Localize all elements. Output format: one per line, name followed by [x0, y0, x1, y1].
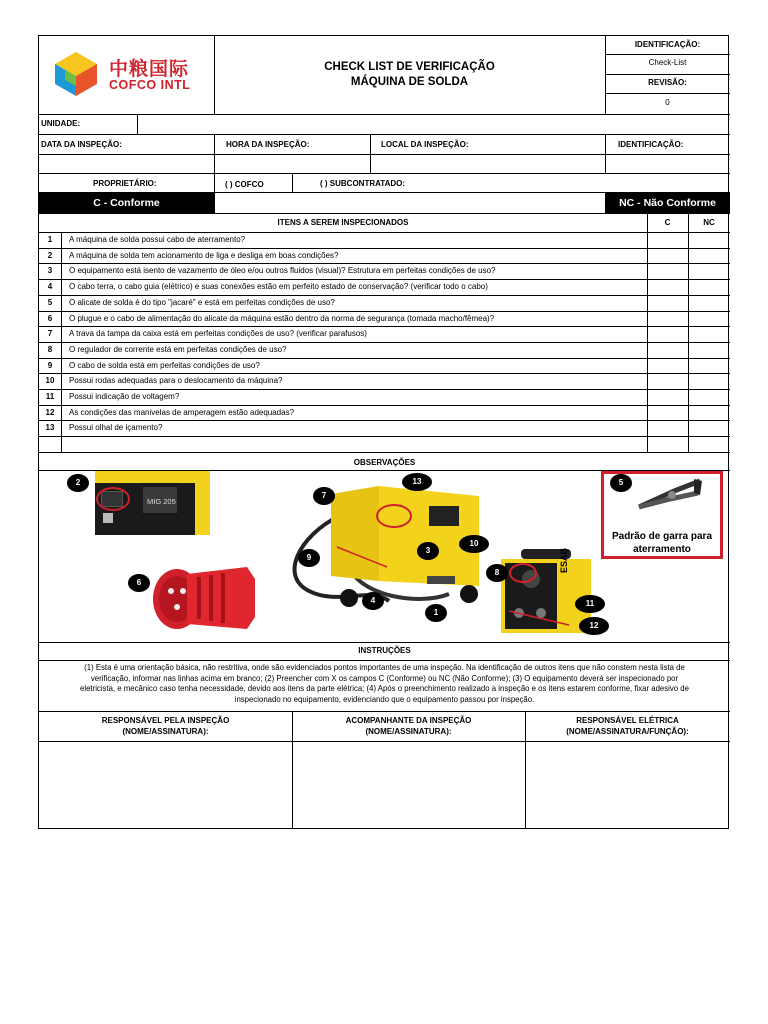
- check-nc-cell[interactable]: [689, 436, 729, 451]
- badge-12: 12: [579, 617, 609, 635]
- table-row: [39, 420, 730, 436]
- pointer-lines: [39, 471, 730, 641]
- item-text: Possui rodas adequadas para o deslocamento da máquina?: [69, 376, 283, 386]
- item-text: O equipamento está isento de vazamento de óleo e/ou outros fluidos (visual)? Estrutura em perfeitas condições de uso?: [69, 266, 496, 276]
- check-c-cell[interactable]: [648, 248, 687, 263]
- item-text: Possui olhal de içamento?: [69, 423, 163, 433]
- page-title: [214, 60, 605, 90]
- item-text: O plugue e o cabo de alimentação do alicate da máquina estão dentro da norma de segurança (tomada macho/fêmea)?: [69, 313, 495, 323]
- item-text: O cabo terra, o cabo guia (elétrico) e suas conexões estão em perfeito estado de conservação? (verificar todo o cabo): [69, 282, 488, 292]
- company-logo: [53, 48, 213, 108]
- check-nc-cell[interactable]: [689, 248, 729, 263]
- check-c-cell[interactable]: [648, 436, 687, 451]
- clamp-caption-line-2: aterramento: [633, 544, 691, 555]
- table-row: [39, 311, 730, 327]
- resp-eletrica-line-1: RESPONSÁVEL ELÉTRICA: [576, 716, 679, 725]
- acompanhante-line-1: ACOMPANHANTE DA INSPEÇÃO: [345, 716, 472, 725]
- item-number: 7: [47, 329, 53, 339]
- instrucoes-title: INSTRUÇÕES: [358, 646, 411, 655]
- badge-2: 2: [67, 474, 89, 492]
- table-row: [39, 436, 730, 452]
- check-nc-cell[interactable]: [689, 420, 729, 435]
- unidade-field[interactable]: [138, 115, 729, 133]
- local-inspecao-field[interactable]: [371, 155, 605, 173]
- column-nc-header: NC: [703, 218, 715, 227]
- instrucoes-line-4: inspecionado no equipamento, evidenciando que o equipamento passou por inspeção.: [234, 694, 535, 704]
- check-c-cell[interactable]: [648, 311, 687, 326]
- table-row: [39, 389, 730, 405]
- table-row: [39, 342, 730, 358]
- item-number: 5: [47, 297, 53, 307]
- proprietario-label: PROPRIETÁRIO:: [93, 179, 157, 188]
- item-number: 1: [47, 235, 53, 244]
- check-c-cell[interactable]: [648, 389, 687, 404]
- identification-value: Check-List: [648, 58, 687, 67]
- check-nc-cell[interactable]: [689, 405, 729, 420]
- item-number: [39, 436, 61, 452]
- item-text: A trava da tampa da caixa está em perfeitas condições de uso? (verificar parafusos): [69, 329, 367, 339]
- item-text: A máquina de solda possui cabo de aterramento?: [69, 235, 246, 244]
- logo-english-text: COFCO INTL: [109, 78, 191, 92]
- logo-chinese-text: 中粮国际: [109, 58, 190, 80]
- item-text: As condições das manivelas de amperagem estão adequadas?: [69, 407, 295, 417]
- cofco-logo-icon: [53, 50, 99, 98]
- item-number: 6: [47, 313, 53, 323]
- badge-11: 11: [575, 595, 605, 613]
- item-text: O regulador de corrente está em perfeitas condições de uso?: [69, 344, 287, 354]
- check-nc-cell[interactable]: [689, 342, 729, 357]
- resp-inspecao-line-2: (NOME/ASSINATURA):: [122, 727, 209, 736]
- resp-inspecao-line-1: RESPONSÁVEL PELA INSPEÇÃO: [101, 716, 230, 725]
- table-row: [39, 295, 730, 311]
- check-c-cell[interactable]: [648, 342, 687, 357]
- item-text: O alicate de solda é do tipo "jacaré" e está em perfeitas condições de uso?: [69, 297, 335, 307]
- table-row: [39, 373, 730, 389]
- table-row: [39, 248, 730, 264]
- observacoes-figure: [39, 471, 730, 641]
- check-nc-cell[interactable]: [689, 326, 729, 341]
- check-nc-cell[interactable]: [689, 263, 729, 278]
- resp-inspecao-header: [39, 715, 292, 737]
- table-row: [39, 326, 730, 342]
- acompanhante-line-2: (NOME/ASSINATURA):: [365, 727, 452, 736]
- check-c-cell[interactable]: [648, 326, 687, 341]
- column-c-header: C: [664, 218, 671, 227]
- item-number: 2: [47, 250, 53, 260]
- badge-13: 13: [402, 473, 432, 491]
- table-row: [39, 358, 730, 374]
- badge-3: 3: [417, 542, 439, 560]
- resp-eletrica-header: [525, 715, 730, 737]
- table-row: [39, 263, 730, 279]
- option-subcontratado[interactable]: ( ) SUBCONTRATADO:: [320, 179, 406, 188]
- identificacao-label: IDENTIFICAÇÃO:: [618, 140, 684, 149]
- badge-8: 8: [486, 564, 508, 582]
- resp-eletrica-signature-field[interactable]: [526, 742, 729, 828]
- title-line-1: CHECK LIST DE VERIFICAÇÃO: [324, 61, 495, 73]
- revision-value: 0: [665, 98, 670, 107]
- item-text: O cabo de solda está em perfeitas condições de uso?: [69, 360, 260, 370]
- acompanhante-signature-field[interactable]: [293, 742, 524, 828]
- item-number: 8: [47, 344, 53, 354]
- check-nc-cell[interactable]: [689, 232, 729, 247]
- clamp-caption-line-1: Padrão de garra para: [611, 531, 713, 542]
- check-c-cell[interactable]: [648, 232, 687, 247]
- check-c-cell[interactable]: [648, 263, 687, 278]
- check-nc-cell[interactable]: [689, 311, 729, 326]
- table-row: [39, 279, 730, 295]
- data-inspecao-field[interactable]: [40, 155, 214, 173]
- table-row: [39, 232, 730, 248]
- check-nc-cell[interactable]: [689, 373, 729, 388]
- check-nc-cell[interactable]: [689, 358, 729, 373]
- item-number: 10: [45, 376, 55, 386]
- identification-label: IDENTIFICAÇÃO:: [634, 40, 701, 49]
- inverter-brand-text: ESAB: [559, 547, 569, 573]
- title-line-2: MÁQUINA DE SOLDA: [350, 76, 469, 88]
- item-text: [69, 436, 649, 452]
- revision-label: REVISÃO:: [648, 78, 687, 87]
- check-nc-cell[interactable]: [689, 279, 729, 294]
- item-number: 4: [47, 282, 53, 292]
- badge-1: 1: [425, 604, 447, 622]
- check-c-cell[interactable]: [648, 373, 687, 388]
- local-inspecao-label: LOCAL DA INSPEÇÃO:: [381, 140, 469, 149]
- check-c-cell[interactable]: [648, 358, 687, 373]
- resp-eletrica-line-2: (NOME/ASSINATURA/FUNÇÃO):: [566, 727, 689, 736]
- resp-inspecao-signature-field[interactable]: [40, 742, 291, 828]
- badge-5: 5: [610, 474, 632, 492]
- badge-10: 10: [459, 535, 489, 553]
- instrucoes-line-2: verificação, informar nas linhas acima em branco; (2) Preencher com X os campos C (Conforme) ou NC (Não Conforme); (3) O equipamento deverá ser inspecionado por: [90, 673, 679, 683]
- data-inspecao-label: DATA DA INSPEÇÃO:: [41, 140, 122, 149]
- instrucoes-line-1: (1) Esta é uma orientação básica, não restritiva, onde são evidenciados pontos importantes de uma inspeção. Na identificação de outros itens que não constem nesta lista de: [84, 663, 685, 672]
- hora-inspecao-label: HORA DA INSPEÇÃO:: [226, 140, 310, 149]
- item-number: 9: [47, 360, 53, 370]
- check-c-cell[interactable]: [648, 295, 687, 310]
- hora-inspecao-field[interactable]: [215, 155, 370, 173]
- welder-model-text: MIG 205: [147, 497, 176, 506]
- check-c-cell[interactable]: [648, 405, 687, 420]
- acompanhante-header: [292, 715, 525, 737]
- badge-6: 6: [128, 574, 150, 592]
- table-row: [39, 405, 730, 421]
- legend-conforme: C - Conforme: [39, 193, 214, 213]
- check-c-cell[interactable]: [648, 420, 687, 435]
- check-nc-cell[interactable]: [689, 389, 729, 404]
- item-text: Possui indicação de voltagem?: [69, 392, 180, 401]
- option-cofco[interactable]: ( ) COFCO: [225, 180, 264, 189]
- instrucoes-line-3: eletricista, e mecânico caso tenha necessidade, devido aos itens da parte elétrica; (4) Após o preenchimento realizado a inspeção e os itens estarem conforme, fixar adesivo de: [80, 684, 689, 694]
- badge-7: 7: [313, 487, 335, 505]
- item-text: A máquina de solda tem acionamento de liga e desliga em boas condições?: [69, 250, 339, 260]
- checklist-sheet: [38, 35, 729, 829]
- unidade-label: UNIDADE:: [41, 119, 81, 128]
- identificacao-field[interactable]: [606, 155, 729, 173]
- item-number: 11: [45, 392, 55, 401]
- badge-4: 4: [362, 592, 384, 610]
- observacoes-title: OBSERVAÇÕES: [353, 458, 416, 467]
- item-number: 13: [45, 423, 55, 433]
- check-c-cell[interactable]: [648, 279, 687, 294]
- item-number: 3: [47, 266, 53, 276]
- items-table-header: ITENS A SEREM INSPECIONADOS: [277, 218, 409, 227]
- instrucoes-text: [39, 663, 730, 705]
- legend-nao-conforme: NC - Não Conforme: [605, 193, 730, 213]
- badge-9: 9: [298, 549, 320, 567]
- check-nc-cell[interactable]: [689, 295, 729, 310]
- item-number: 12: [45, 407, 55, 417]
